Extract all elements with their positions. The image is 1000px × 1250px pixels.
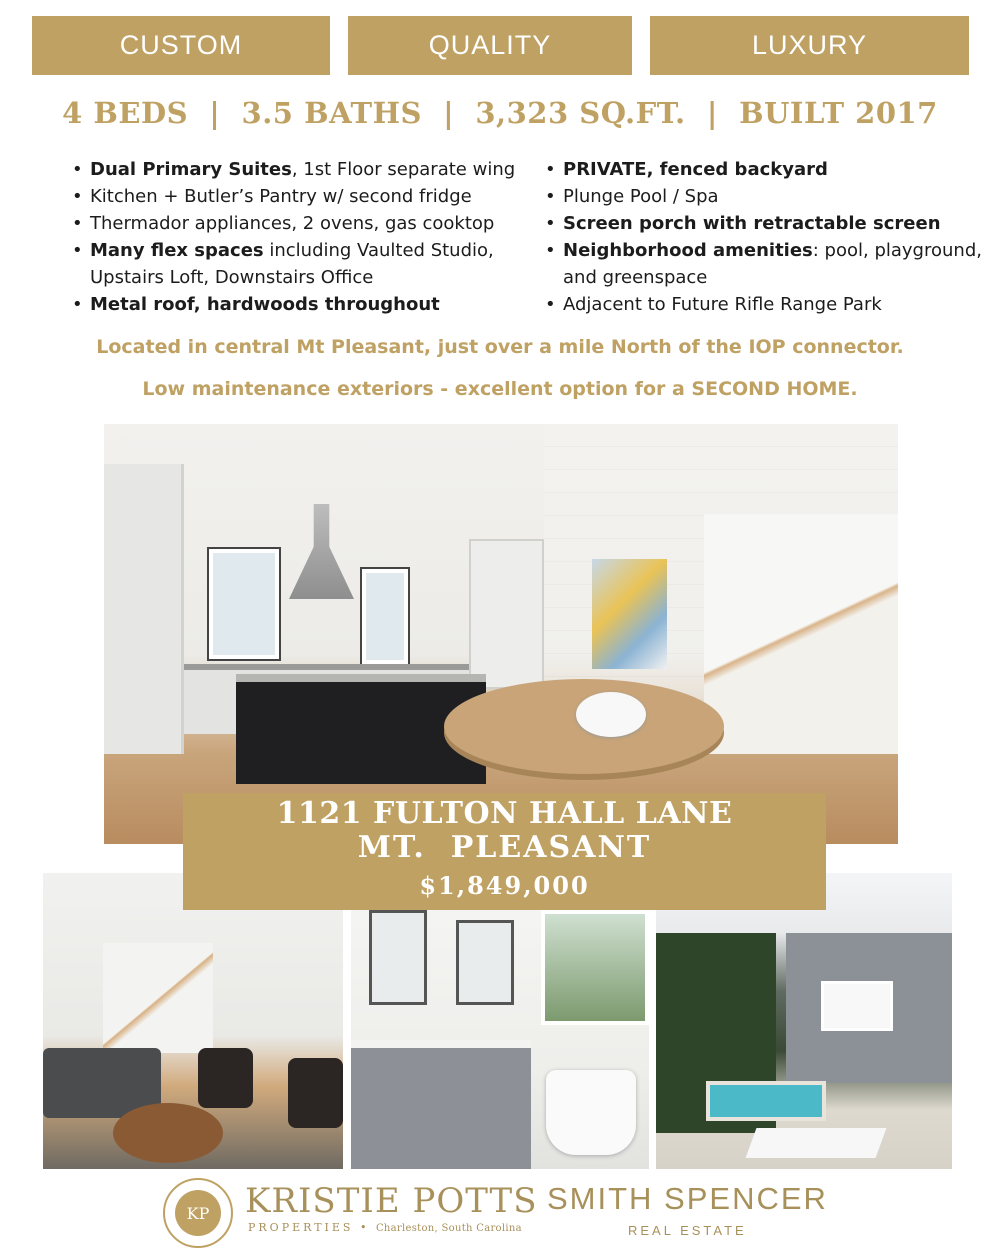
- banner-luxury: LUXURY: [650, 16, 969, 75]
- property-specs: 4 BEDS | 3.5 BATHS | 3,323 SQ.FT. | BUILT 2017: [62, 96, 938, 130]
- ss-brand-sub: REAL ESTATE: [628, 1223, 747, 1238]
- footer-logos: [0, 1175, 1000, 1250]
- banner-quality: QUALITY: [348, 16, 632, 75]
- listing-price: $1,849,000: [419, 871, 590, 900]
- feature-item: • PRIVATE, fenced backyard: [543, 156, 983, 183]
- feature-item: • Kitchen + Butler’s Pantry w/ second fridge: [70, 183, 525, 210]
- location-line: Located in central Mt Pleasant, just over a mile North of the IOP connector.: [96, 336, 904, 358]
- feature-item: • Metal roof, hardwoods throughout: [70, 291, 525, 318]
- kitchen-dining-photo: [104, 424, 898, 844]
- feature-item: • Plunge Pool / Spa: [543, 183, 983, 210]
- feature-item: • Many flex spaces including Vaulted Studio, Upstairs Loft, Downstairs Office: [70, 237, 525, 291]
- banner-custom: CUSTOM: [32, 16, 330, 75]
- feature-item: • Neighborhood amenities: pool, playground, and greenspace: [543, 237, 983, 291]
- feature-item: • Screen porch with retractable screen: [543, 210, 983, 237]
- feature-item: • Thermador appliances, 2 ovens, gas cooktop: [70, 210, 525, 237]
- address-city: MT. PLEASANT: [357, 830, 652, 865]
- ss-brand-name: SMITH SPENCER: [547, 1181, 828, 1216]
- kp-brand-sub: PROPERTIES • Charleston, South Carolina: [248, 1221, 522, 1234]
- features-left: [70, 156, 525, 318]
- address-street: 1121 FULTON HALL LANE: [276, 796, 733, 831]
- kp-brand-name: KRISTIE POTTS: [245, 1181, 538, 1221]
- address-box: [183, 793, 826, 910]
- living-room-photo: [43, 873, 343, 1169]
- feature-item: • Adjacent to Future Rifle Range Park: [543, 291, 983, 318]
- maintenance-line: Low maintenance exteriors - excellent option for a SECOND HOME.: [142, 378, 858, 400]
- kp-monogram-icon: KP: [163, 1178, 233, 1248]
- features-right: [543, 156, 983, 318]
- feature-item: • Dual Primary Suites, 1st Floor separate wing: [70, 156, 525, 183]
- backyard-pool-photo: [656, 873, 952, 1169]
- bathroom-photo: [351, 910, 649, 1169]
